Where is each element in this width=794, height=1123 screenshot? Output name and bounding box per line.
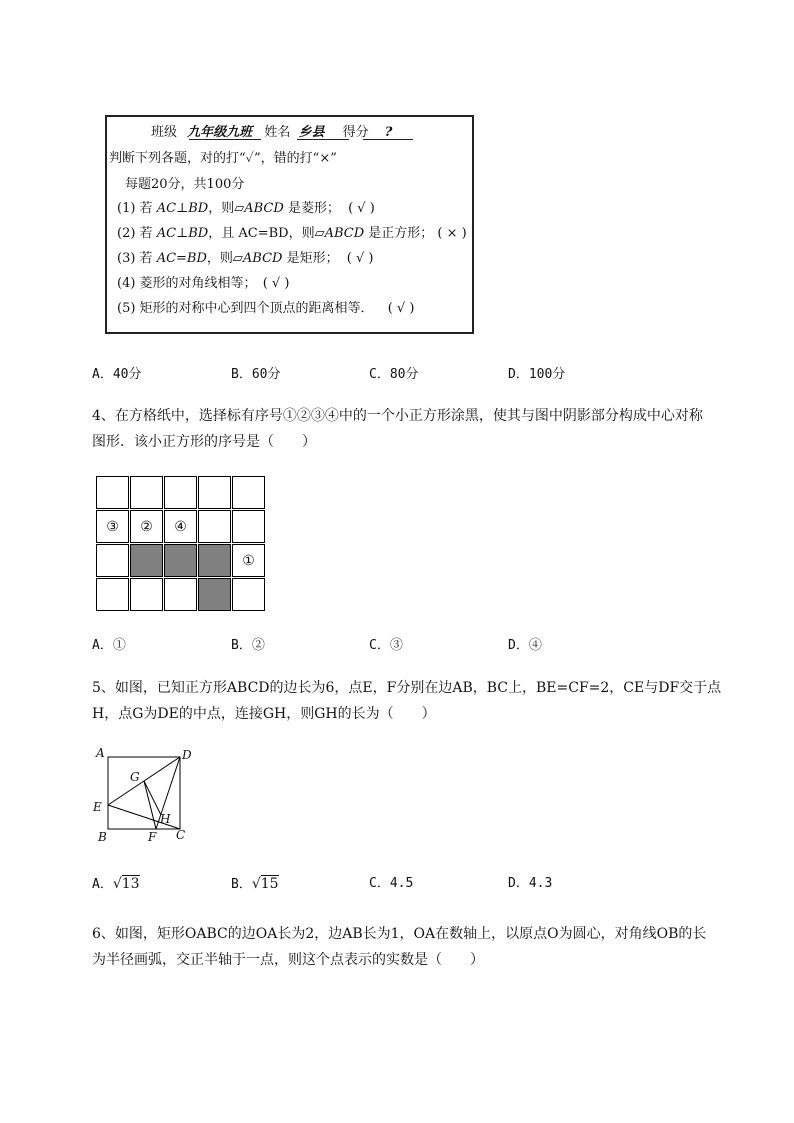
q5-stem-line2: H，点G为DE的中点，连接GH，则GH的长为（ ） [92,706,436,722]
q3-option-c[interactable]: C．80分 [369,367,419,382]
class-value: 九年级九班 [187,125,253,140]
item-text: 是菱形； [283,201,340,216]
card-instruction: 判断下列各题，对的打“✓”，错的打“×” [109,151,337,166]
label-a: A [96,746,105,760]
q3-option-b[interactable]: B．60分 [231,367,281,382]
grid-cell [198,510,231,543]
q4-option-a[interactable]: A．① [92,638,126,653]
sqrt-symbol: √ [112,876,122,892]
cell-label: ② [140,518,153,535]
q4-stem-line1: 4、在方格纸中，选择标有序号①②③④中的一个小正方形涂黑，使其与图中阴影部分构成中心对称 [92,408,703,424]
label-f: F [148,830,157,844]
item-math: ▱ABCD [232,251,283,266]
card-item-2 [117,222,467,241]
q6-stem-line1: 6、如图，矩形OABC的边OA长为2，边AB长为1，OA在数轴上，以原点O为圆心，对角线OB的长 [92,926,707,942]
card-points: 每题20分，共100分 [125,177,245,192]
item-mark: ( √ ) [346,251,374,266]
item-mark: ( √ ) [262,276,290,291]
grid-cell-shaded [198,544,231,577]
item-math: AC⊥BD [156,201,209,216]
grid-cell-shaded [130,544,163,577]
grid-cell [130,476,163,509]
q5-figure [88,745,198,845]
item-text: (1) 若 [117,201,157,216]
grid-cell [130,578,163,611]
grid-cell [232,476,265,509]
q4-option-c[interactable]: C．③ [369,638,403,653]
label-c: C [176,828,186,842]
q5-option-c[interactable]: C．4.5 [369,876,414,891]
label-d: D [182,748,192,762]
sqrt-radicand: 13 [121,876,140,892]
q4-option-d[interactable]: D．④ [508,638,542,653]
class-label: 班级 [151,125,178,140]
grid-cell [164,578,197,611]
label-g: G [130,770,140,784]
sqrt-radicand: 15 [260,876,279,892]
label-b: B [98,830,107,844]
grid-cell-shaded [198,578,231,611]
name-value: 乡县 [298,125,325,140]
cell-label: ④ [174,518,187,535]
option-letter: A． [92,877,113,892]
q5-stem-line1: 5、如图，已知正方形ABCD的边长为6，点E，F分别在边AB，BC上，BE=CF=2，CE与DF交于点 [92,680,722,696]
q6-stem-line2: 为半径画弧，交正半轴于一点，则这个点表示的实数是（ ） [92,952,484,968]
grid-cell-2 [130,510,163,543]
q4-option-b[interactable]: B．② [231,638,265,653]
option-letter: B． [231,877,252,892]
grid-cell [96,544,129,577]
score-value: ? [384,125,393,140]
item-mark: ( √ ) [387,301,415,316]
cell-label: ③ [106,518,119,535]
grid-cell-4 [164,510,197,543]
grid-cell-shaded [164,544,197,577]
segment-gh [144,781,161,815]
grid-cell [96,578,129,611]
card-item-5 [117,297,414,316]
grid-cell [96,476,129,509]
q4-stem-line2: 图形．该小正方形的序号是（ ） [92,434,316,450]
score-label: 得分 [342,125,369,140]
item-math: AC⊥BD [156,226,209,241]
grid-cell [232,578,265,611]
grid-cell-3 [96,510,129,543]
card-item-4 [117,272,289,291]
grid-cell-1 [232,544,265,577]
card-item-1 [117,197,375,216]
item-text: (2) 若 [117,226,157,241]
q3-option-d[interactable]: D．100分 [508,367,566,382]
q5-option-d[interactable]: D．4.3 [508,876,553,891]
grid-cell [232,510,265,543]
item-math: AC=BD [156,251,207,266]
label-h: H [160,812,171,826]
item-text: ，且 AC=BD，则 [208,226,315,241]
q5-option-a[interactable] [92,872,140,897]
cell-label: ① [242,552,255,569]
card-item-3 [117,247,373,266]
item-math: ▱ABCD [314,226,365,241]
item-text: ，则 [208,201,235,216]
item-text: ，则 [206,251,233,266]
q3-option-a[interactable]: A．40分 [92,367,142,382]
q5-option-b[interactable] [231,872,279,897]
name-label: 姓名 [264,125,291,140]
grid-cell [164,476,197,509]
label-e: E [93,800,102,814]
sqrt-symbol: √ [251,876,261,892]
item-text: 是矩形； [282,251,339,266]
card-header [151,121,392,140]
grid-cell [198,476,231,509]
item-text: (4) 菱形的对角线相等； [117,276,257,291]
item-text: (5) 矩形的对称中心到四个顶点的距离相等． [117,301,374,316]
answer-card [105,115,474,334]
item-text: 是正方形； [364,226,434,241]
item-mark: ( √ ) [348,201,375,216]
segment-gf [144,781,156,829]
item-text: (3) 若 [117,251,157,266]
item-mark: ( × ) [437,226,467,241]
item-math: ▱ABCD [234,201,284,216]
